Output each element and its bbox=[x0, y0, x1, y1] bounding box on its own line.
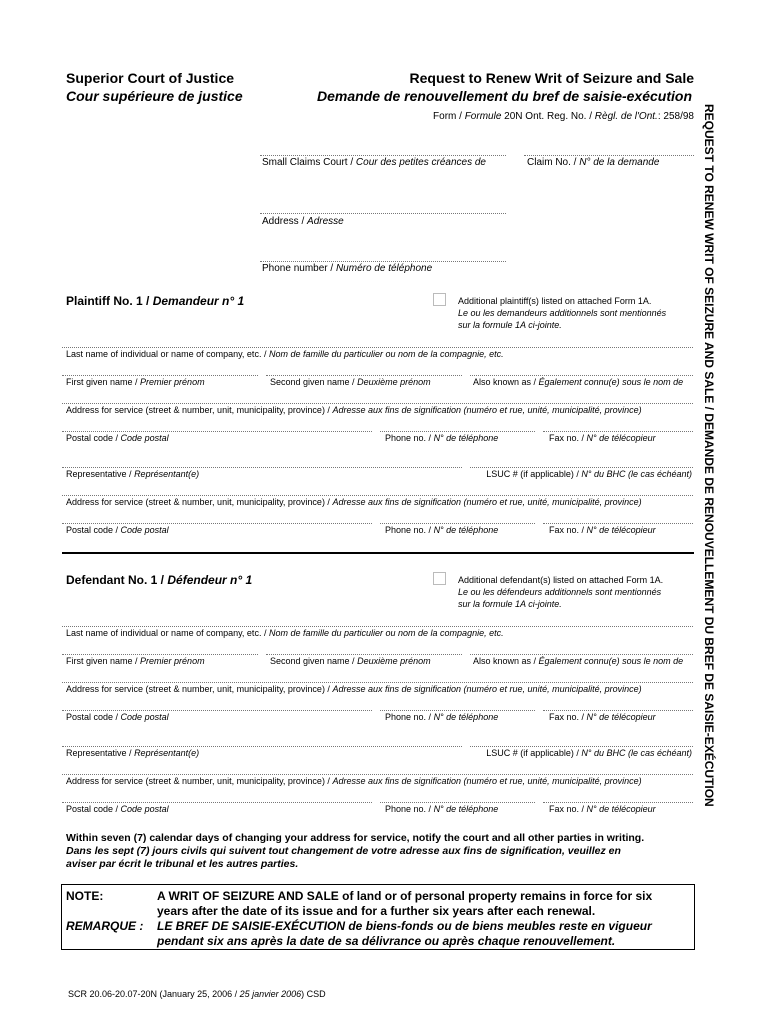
defendant-lsuc-label: LSUC # (if applicable) / N° du BHC (le cas échéant) bbox=[486, 748, 692, 758]
plaintiff-lsuc-line[interactable] bbox=[470, 467, 693, 468]
defendant-postal-label: Postal code / Code postal bbox=[66, 712, 169, 722]
additional-defendants-fr1: Le ou les défendeurs additionnels sont mentionnés bbox=[458, 587, 662, 597]
defendant-rep-postal-label: Postal code / Code postal bbox=[66, 804, 169, 814]
defendant-phone-label: Phone no. / N° de téléphone bbox=[385, 712, 499, 722]
defendant-first-name-label: First given name / Premier prénom bbox=[66, 656, 205, 666]
plaintiff-rep-address-label: Address for service (street & number, unit, municipality, province) / Adresse aux fins de signification (numéro et rue, unité, municipalité, province) bbox=[66, 497, 642, 507]
defendant-rep-line[interactable] bbox=[62, 746, 462, 747]
additional-defendants-en: Additional defendant(s) listed on attached Form 1A. bbox=[458, 575, 664, 585]
plaintiff-first-name-line[interactable] bbox=[62, 375, 258, 376]
claim-no-label: Claim No. / N° de la demande bbox=[527, 157, 660, 168]
plaintiff-aka-line[interactable] bbox=[470, 375, 693, 376]
defendant-second-name-label: Second given name / Deuxième prénom bbox=[270, 656, 431, 666]
note-text-en1: A WRIT OF SEIZURE AND SALE of land or of personal property remains in force for six bbox=[157, 889, 653, 903]
defendant-first-name-line[interactable] bbox=[62, 654, 258, 655]
court-name-en: Superior Court of Justice bbox=[66, 70, 235, 86]
court-phone-label: Phone number / Numéro de téléphone bbox=[262, 263, 433, 274]
claim-no-line[interactable] bbox=[524, 155, 694, 156]
defendant-fax-line[interactable] bbox=[543, 710, 693, 711]
plaintiff-postal-line[interactable] bbox=[62, 431, 372, 432]
note-text-en2: years after the date of its issue and for a further six years after each renewal. bbox=[157, 904, 596, 918]
plaintiff-last-name-label: Last name of individual or name of company, etc. / Nom de famille du particulier ou nom de la compagnie, etc. bbox=[66, 349, 504, 359]
plaintiff-rep-fax-line[interactable] bbox=[543, 523, 693, 524]
defendant-rep-address-line[interactable] bbox=[62, 774, 693, 775]
note-label-fr: REMARQUE : bbox=[66, 919, 144, 933]
defendant-rep-postal-line[interactable] bbox=[62, 802, 372, 803]
defendant-heading: Defendant No. 1 / Défendeur n° 1 bbox=[66, 573, 253, 587]
plaintiff-fax-line[interactable] bbox=[543, 431, 693, 432]
additional-plaintiffs-en: Additional plaintiff(s) listed on attached Form 1A. bbox=[458, 296, 652, 306]
defendant-rep-fax-label: Fax no. / N° de télécopieur bbox=[549, 804, 656, 814]
address-change-warning-en: Within seven (7) calendar days of changing your address for service, notify the court and all other parties in writing. bbox=[66, 832, 645, 844]
additional-defendants-fr2: sur la formule 1A ci-jointe. bbox=[458, 599, 562, 609]
defendant-lsuc-line[interactable] bbox=[470, 746, 693, 747]
plaintiff-rep-phone-label: Phone no. / N° de téléphone bbox=[385, 525, 499, 535]
form-reference: Form / Formule 20N Ont. Reg. No. / Règl. de l'Ont.: 258/98 bbox=[433, 111, 694, 122]
plaintiff-rep-address-line[interactable] bbox=[62, 495, 693, 496]
plaintiff-last-name-line[interactable] bbox=[62, 347, 693, 348]
defendant-rep-address-label: Address for service (street & number, unit, municipality, province) / Adresse aux fins de signification (numéro et rue, unité, municipalité, province) bbox=[66, 776, 642, 786]
court-phone-line[interactable] bbox=[260, 261, 506, 262]
plaintiff-phone-label: Phone no. / N° de téléphone bbox=[385, 433, 499, 443]
plaintiff-phone-line[interactable] bbox=[380, 431, 535, 432]
court-name-fr: Cour supérieure de justice bbox=[66, 88, 243, 104]
plaintiff-rep-postal-label: Postal code / Code postal bbox=[66, 525, 169, 535]
note-text-fr1: LE BREF DE SAISIE-EXÉCUTION de biens-fonds ou de biens meubles reste en vigueur bbox=[157, 919, 652, 933]
court-address-label: Address / Adresse bbox=[262, 216, 344, 227]
plaintiff-heading: Plaintiff No. 1 / Demandeur n° 1 bbox=[66, 294, 245, 308]
plaintiff-rep-fax-label: Fax no. / N° de télécopieur bbox=[549, 525, 656, 535]
form-title-en: Request to Renew Writ of Seizure and Sale bbox=[409, 70, 694, 86]
additional-plaintiffs-checkbox[interactable] bbox=[433, 293, 446, 306]
plaintiff-first-name-label: First given name / Premier prénom bbox=[66, 377, 205, 387]
small-claims-label: Small Claims Court / Cour des petites créances de bbox=[262, 157, 486, 168]
defendant-rep-fax-line[interactable] bbox=[543, 802, 693, 803]
defendant-postal-line[interactable] bbox=[62, 710, 372, 711]
defendant-last-name-label: Last name of individual or name of company, etc. / Nom de famille du particulier ou nom de la compagnie, etc. bbox=[66, 628, 504, 638]
court-address-line[interactable] bbox=[260, 213, 506, 214]
plaintiff-second-name-line[interactable] bbox=[266, 375, 462, 376]
plaintiff-rep-line[interactable] bbox=[62, 467, 462, 468]
plaintiff-rep-postal-line[interactable] bbox=[62, 523, 372, 524]
side-title: REQUEST TO RENEW WRIT OF SEIZURE AND SALE / DEMANDE DE RENOUVELLEMENT DU BREF DE SAISIE-EXÉCUTION bbox=[702, 104, 716, 807]
address-change-warning-fr2: aviser par écrit le tribunal et les autres parties. bbox=[66, 858, 299, 870]
plaintiff-address-line[interactable] bbox=[62, 403, 693, 404]
form-title-fr: Demande de renouvellement du bref de saisie-exécution bbox=[317, 88, 692, 104]
defendant-aka-label: Also known as / Également connu(e) sous le nom de bbox=[473, 656, 684, 666]
form-code-footer: SCR 20.06-20.07-20N (January 25, 2006 / 25 janvier 2006) CSD bbox=[68, 989, 326, 999]
plaintiff-rep-phone-line[interactable] bbox=[380, 523, 535, 524]
plaintiff-address-label: Address for service (street & number, unit, municipality, province) / Adresse aux fins de signification (numéro et rue, unité, municipalité, province) bbox=[66, 405, 642, 415]
defendant-aka-line[interactable] bbox=[470, 654, 693, 655]
defendant-fax-label: Fax no. / N° de télécopieur bbox=[549, 712, 656, 722]
additional-defendants-checkbox[interactable] bbox=[433, 572, 446, 585]
defendant-rep-phone-label: Phone no. / N° de téléphone bbox=[385, 804, 499, 814]
plaintiff-second-name-label: Second given name / Deuxième prénom bbox=[270, 377, 431, 387]
plaintiff-fax-label: Fax no. / N° de télécopieur bbox=[549, 433, 656, 443]
plaintiff-postal-label: Postal code / Code postal bbox=[66, 433, 169, 443]
plaintiff-lsuc-label: LSUC # (if applicable) / N° du BHC (le cas échéant) bbox=[486, 469, 692, 479]
defendant-last-name-line[interactable] bbox=[62, 626, 693, 627]
defendant-address-line[interactable] bbox=[62, 682, 693, 683]
small-claims-line[interactable] bbox=[260, 155, 506, 156]
section-divider bbox=[62, 552, 694, 554]
additional-plaintiffs-fr1: Le ou les demandeurs additionnels sont mentionnés bbox=[458, 308, 667, 318]
defendant-address-label: Address for service (street & number, unit, municipality, province) / Adresse aux fins de signification (numéro et rue, unité, municipalité, province) bbox=[66, 684, 642, 694]
note-box bbox=[61, 884, 695, 950]
note-text-fr2: pendant six ans après la date de sa délivrance ou après chaque renouvellement. bbox=[157, 934, 616, 948]
defendant-phone-line[interactable] bbox=[380, 710, 535, 711]
plaintiff-aka-label: Also known as / Également connu(e) sous le nom de bbox=[473, 377, 684, 387]
defendant-second-name-line[interactable] bbox=[266, 654, 462, 655]
defendant-rep-label: Representative / Représentant(e) bbox=[66, 748, 200, 758]
plaintiff-rep-label: Representative / Représentant(e) bbox=[66, 469, 200, 479]
address-change-warning-fr1: Dans les sept (7) jours civils qui suivent tout changement de votre adresse aux fins de signification, veuillez en bbox=[66, 845, 621, 857]
additional-plaintiffs-fr2: sur la formule 1A ci-jointe. bbox=[458, 320, 562, 330]
note-label-en: NOTE: bbox=[66, 889, 104, 903]
defendant-rep-phone-line[interactable] bbox=[380, 802, 535, 803]
